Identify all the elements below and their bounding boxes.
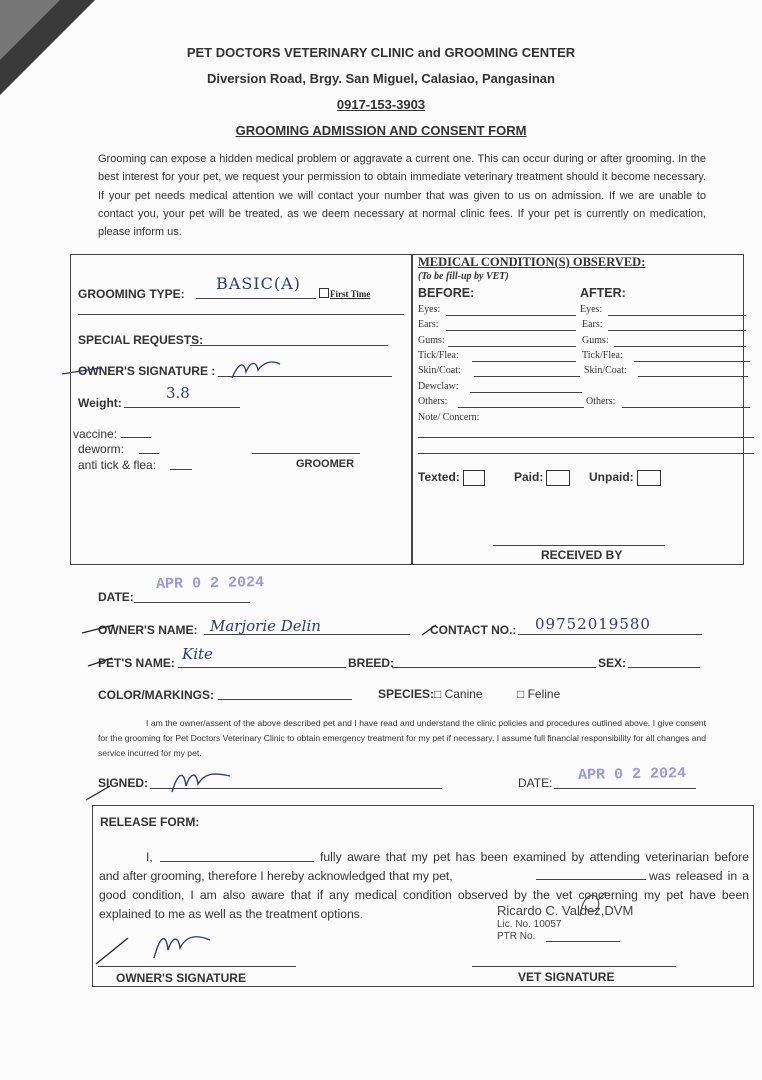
pet-name-field[interactable] [178, 667, 346, 668]
paid-checkbox[interactable] [546, 470, 570, 486]
consent-date-stamp: APR 0 2 2024 [577, 765, 687, 784]
date-stamp: APR 0 2 2024 [155, 574, 265, 593]
vaccine-field[interactable] [121, 437, 151, 438]
texted-checkbox[interactable] [463, 470, 485, 486]
before-skin-coat-label: Skin/Coat: [418, 365, 461, 376]
release-owner-signature-line[interactable] [98, 966, 296, 967]
after-tick-flea-field[interactable] [634, 361, 750, 362]
unpaid-checkbox[interactable] [637, 470, 661, 486]
owner-name-handwritten: Marjorie Delin [210, 617, 321, 635]
anti-tick-field[interactable] [170, 469, 192, 470]
date-field[interactable] [134, 602, 250, 603]
groomer-signature-line[interactable] [252, 453, 360, 454]
owner-name-label: OWNER'S NAME: [98, 623, 198, 637]
weight-label: Weight: [78, 396, 122, 410]
after-label: AFTER: [580, 286, 626, 300]
unpaid-label-text: Unpaid: [589, 470, 634, 485]
after-eyes-label: Eyes: [580, 304, 603, 315]
consent-date-label: DATE: [518, 776, 553, 790]
release-text-end: was released in a good condition, I am also aware that if any medical condition observed by the vet concerning my pet have been explained to me as well as the treatment options. [99, 869, 749, 921]
texted-label-text: Texted: [418, 470, 460, 485]
contact-field[interactable] [518, 634, 702, 635]
before-ears-field[interactable] [446, 330, 576, 331]
vaccine-label: vaccine: [73, 427, 118, 441]
note-concern-label: Note/ Concern: [418, 412, 480, 423]
texted-label [418, 470, 485, 486]
sex-field[interactable] [628, 667, 700, 668]
release-vet-signature-line[interactable] [472, 966, 676, 967]
species-label: SPECIES: [378, 687, 435, 701]
color-markings-field[interactable] [218, 699, 352, 700]
special-requests-field[interactable] [190, 345, 388, 346]
clinic-phone: 0917-153-3903 [336, 97, 426, 112]
vet-ptr-field [546, 941, 620, 942]
consent-date-field[interactable] [554, 788, 696, 789]
signed-label: SIGNED: [98, 776, 149, 790]
first-time-checkbox[interactable] [319, 288, 329, 298]
feline-option[interactable]: □ Feline [517, 687, 561, 701]
before-eyes-field[interactable] [446, 315, 576, 316]
canine-option[interactable]: □ Canine [434, 687, 483, 701]
unpaid-label [589, 470, 661, 486]
after-ears-field[interactable] [608, 330, 746, 331]
release-owner-signature-label: OWNER'S SIGNATURE [116, 971, 246, 985]
groomer-label: GROOMER [296, 458, 355, 470]
contact-handwritten: 09752019580 [535, 615, 651, 633]
clinic-address: Diversion Road, Brgy. San Miguel, Calasiao, Pangasinan [207, 71, 555, 86]
note-line-1[interactable] [418, 437, 754, 438]
before-gums-field[interactable] [448, 346, 576, 347]
release-owner-signature-scribble [92, 928, 222, 968]
breed-label: BREED: [348, 656, 395, 670]
before-tick-flea-label: Tick/Flea: [418, 350, 459, 361]
before-others-label: Others: [418, 396, 448, 407]
vet-stamp-ptr: PTR No. [497, 931, 536, 942]
vet-signature-scribble [576, 886, 610, 922]
vet-stamp-name: Ricardo C. Valdez,DVM [497, 903, 634, 918]
vet-stamp-license: Lic. No. 10057 [497, 919, 562, 930]
intro-paragraph: Grooming can expose a hidden medical problem or aggravate a current one. This can occur during or after grooming. In the best interest for your pet, we request your permission to obtain immediate veterinary treatment should it become necessary. If your pet needs medical attention we will contact your number that was given to us on admission. If we are unable to contact you, your pet will be treated, as we deem necessary at normal clinic fees. If your pet is currently on medication, please inform us. [98, 153, 706, 239]
consent-signature-scribble [80, 764, 250, 804]
clinic-name: PET DOCTORS VETERINARY CLINIC and GROOMING CENTER [186, 45, 576, 60]
color-markings-label: COLOR/MARKINGS: [98, 688, 214, 702]
date-label: DATE: [98, 590, 134, 604]
medical-conditions-subtitle: (To be fill-up by VET) [418, 271, 509, 282]
pet-name-handwritten: Kite [182, 645, 213, 663]
owner-signature-label: OWNER'S SIGNATURE : [78, 364, 216, 378]
form-title: GROOMING ADMISSION AND CONSENT FORM [235, 123, 527, 138]
before-dewclaw-field[interactable] [470, 392, 582, 393]
before-others-field[interactable] [458, 407, 584, 408]
grooming-type-extra-line [78, 314, 404, 315]
after-others-label: Others: [586, 396, 616, 407]
first-time-label: First Time [330, 289, 371, 299]
breed-field[interactable] [392, 667, 596, 668]
panel-divider [411, 254, 413, 565]
after-gums-field[interactable] [614, 346, 746, 347]
pet-name-label: PET'S NAME: [98, 656, 175, 670]
weight-handwritten: 3.8 [166, 384, 190, 402]
release-text-main: fully aware that my pet has been examined by attending veterinarian before and after grooming, therefore I hereby acknowledged that my pet, [99, 850, 749, 883]
before-ears-label: Ears: [418, 319, 439, 330]
paid-label-text: Paid: [514, 470, 544, 485]
release-form-title: RELEASE FORM: [100, 815, 200, 829]
before-gums-label: Gums: [418, 335, 445, 346]
consent-text: I am the owner/assent of the above described pet and I have read and understand the clinic policies and procedures outlined above. I give consent for the grooming for Pet Doctors Veterinary Clinic to obtain emergency treatment for my pet if necessary. I assume full financial responsibility for all changes and service incurred for my pet. [98, 718, 706, 758]
deworm-field[interactable] [139, 453, 159, 454]
release-text-i: I, [146, 850, 153, 864]
medical-conditions-title: MEDICAL CONDITION(S) OBSERVED: [418, 255, 646, 269]
after-eyes-field[interactable] [608, 315, 746, 316]
contact-label: CONTACT NO.: [430, 623, 517, 637]
received-by-line[interactable] [493, 545, 665, 546]
weight-field[interactable] [124, 407, 240, 408]
before-eyes-label: Eyes: [418, 304, 441, 315]
paid-label [514, 470, 570, 486]
anti-tick-label: anti tick & flea: [78, 458, 157, 472]
after-tick-flea-label: Tick/Flea: [582, 350, 623, 361]
after-others-field[interactable] [622, 407, 750, 408]
deworm-label: deworm: [78, 442, 125, 456]
special-requests-label: SPECIAL REQUESTS: [78, 333, 204, 347]
after-ears-label: Ears: [582, 319, 603, 330]
after-gums-label: Gums: [582, 335, 609, 346]
owner-row-strike-marks [80, 619, 440, 639]
before-tick-flea-field[interactable] [472, 361, 576, 362]
pet-row-strike-mark [86, 654, 116, 670]
after-skin-coat-label: Skin/Coat: [584, 365, 627, 376]
before-skin-coat-field[interactable] [474, 376, 580, 377]
owner-signature-scribble [60, 356, 290, 382]
grooming-type-handwritten: BASIC(A) [216, 274, 301, 293]
before-label: BEFORE: [418, 286, 475, 300]
sex-label: SEX: [598, 656, 627, 670]
before-dewclaw-label: Dewclaw: [418, 381, 459, 392]
grooming-type-field[interactable] [196, 298, 316, 299]
note-line-2[interactable] [418, 453, 754, 454]
after-skin-coat-field[interactable] [638, 376, 748, 377]
release-vet-signature-label: VET SIGNATURE [518, 970, 615, 984]
received-by-label: RECEIVED BY [541, 548, 623, 562]
grooming-type-label: GROOMING TYPE: [78, 287, 185, 301]
